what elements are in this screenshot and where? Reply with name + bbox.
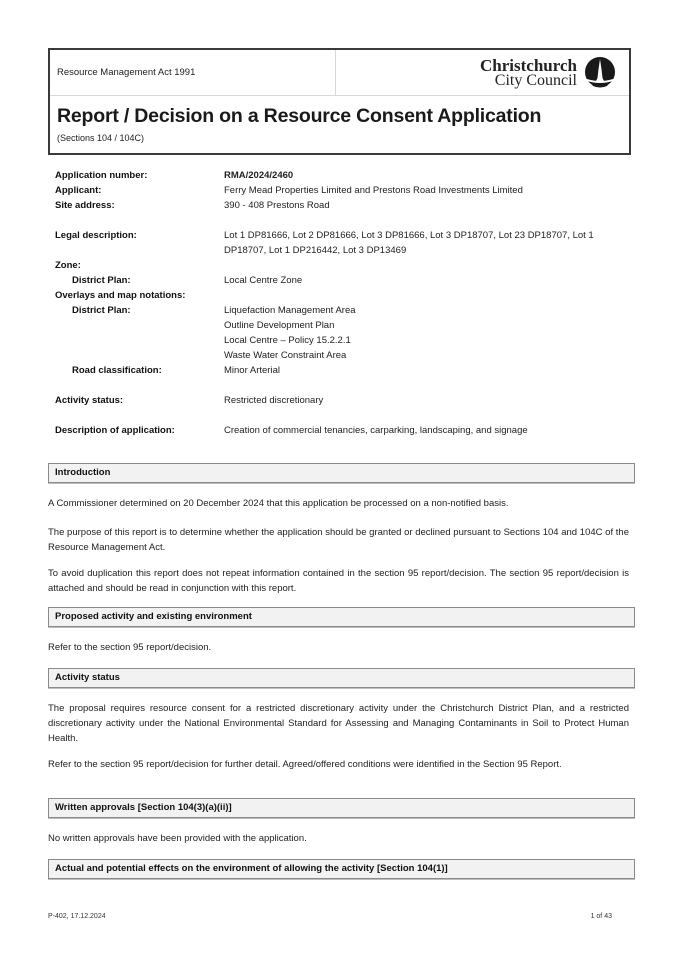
footer-doc-ref: P-402, 17.12.2024 (48, 913, 106, 920)
cathedral-spire-icon (583, 56, 617, 90)
detail-value: Minor Arterial (224, 365, 280, 376)
paragraph: To avoid duplication this report does not repeat information contained in the section 95 report/decision. The section 95 report/decision is attached and should be read in conjunction with this report. (48, 568, 629, 594)
detail-value: RMA/2024/2460 (224, 170, 294, 181)
detail-value: Local Centre Zone (224, 275, 303, 286)
act-name: Resource Management Act 1991 (57, 67, 196, 78)
document-header (48, 48, 631, 155)
paragraph: The purpose of this report is to determine whether the application should be granted or declined pursuant to Sections 104 and 104C of the Resource Management Act. (48, 527, 629, 553)
paragraph: The proposal requires resource consent for a restricted discretionary activity under the Christchurch District Plan, and a restricted discretionary activity under the National Environmental Standard for Assessing and Managing Contaminants in Soil to Protect Human Health. (48, 703, 629, 744)
detail-value: Liquefaction Management Area (224, 305, 356, 316)
detail-label: Zone: (55, 260, 81, 271)
logo-line-2: City Council (494, 72, 577, 89)
page-subtitle: (Sections 104 / 104C) (57, 133, 145, 143)
application-details (55, 168, 630, 438)
detail-zone-district-plan (55, 273, 630, 288)
section-header-introduction: Introduction (48, 463, 635, 483)
detail-value: Creation of commercial tenancies, carparking, landscaping, and signage (224, 425, 528, 436)
detail-applicant (55, 183, 630, 198)
detail-label: Applicant: (55, 185, 102, 196)
detail-label: Legal description: (55, 230, 137, 241)
paragraph: No written approvals have been provided with the application. (48, 833, 307, 844)
detail-road-classification (55, 363, 630, 378)
section-header-proposed-activity: Proposed activity and existing environment (48, 607, 635, 627)
detail-label: Road classification: (72, 365, 162, 376)
section-header-effects: Actual and potential effects on the environment of allowing the activity [Section 104(1)] (48, 859, 635, 879)
detail-value: Ferry Mead Properties Limited and Prestons Road Investments Limited (224, 185, 523, 196)
detail-zone (55, 258, 630, 273)
detail-application-number (55, 168, 630, 183)
detail-overlays (55, 288, 630, 303)
footer-page-number: 1 of 43 (590, 913, 612, 920)
paragraph: A Commissioner determined on 20 December 2024 that this application be processed on a non-notified basis. (48, 498, 509, 509)
detail-value: Local Centre – Policy 15.2.2.1 (224, 335, 351, 346)
detail-label: District Plan: (72, 305, 131, 316)
detail-value: 390 - 408 Prestons Road (224, 200, 330, 211)
page-title: Report / Decision on a Resource Consent Application (57, 105, 542, 127)
detail-label: Application number: (55, 170, 148, 181)
detail-site-address (55, 198, 630, 213)
detail-label: Overlays and map notations: (55, 290, 186, 301)
detail-value (224, 288, 630, 303)
detail-description (55, 423, 630, 438)
detail-label: Description of application: (55, 425, 175, 436)
header-act-cell (50, 50, 336, 95)
paragraph: Refer to the section 95 report/decision for further detail. Agreed/offered conditions were identified in the Section 95 Report. (48, 759, 562, 770)
detail-value: Waste Water Constraint Area (224, 350, 347, 361)
paragraph: Refer to the section 95 report/decision. (48, 642, 212, 653)
logo-text (480, 58, 577, 88)
detail-value (224, 258, 630, 273)
detail-activity-status (55, 393, 630, 408)
detail-overlays-district-plan (55, 303, 630, 363)
section-header-activity-status: Activity status (48, 668, 635, 688)
logo-line-1: Christchurch (480, 56, 577, 75)
detail-label: Activity status: (55, 395, 124, 406)
council-logo (480, 55, 617, 91)
detail-label: District Plan: (72, 275, 131, 286)
detail-legal-description (55, 228, 630, 258)
detail-value: Lot 1 DP81666, Lot 2 DP81666, Lot 3 DP81666, Lot 3 DP18707, Lot 23 DP18707, Lot 1 DP18707, Lot 1 DP216442, Lot 3 DP13469 (224, 230, 594, 256)
detail-value: Restricted discretionary (224, 395, 324, 406)
detail-label: Site address: (55, 200, 115, 211)
detail-value: Outline Development Plan (224, 320, 335, 331)
section-header-written-approvals: Written approvals [Section 104(3)(a)(ii)] (48, 798, 635, 818)
header-top-row (50, 50, 629, 96)
